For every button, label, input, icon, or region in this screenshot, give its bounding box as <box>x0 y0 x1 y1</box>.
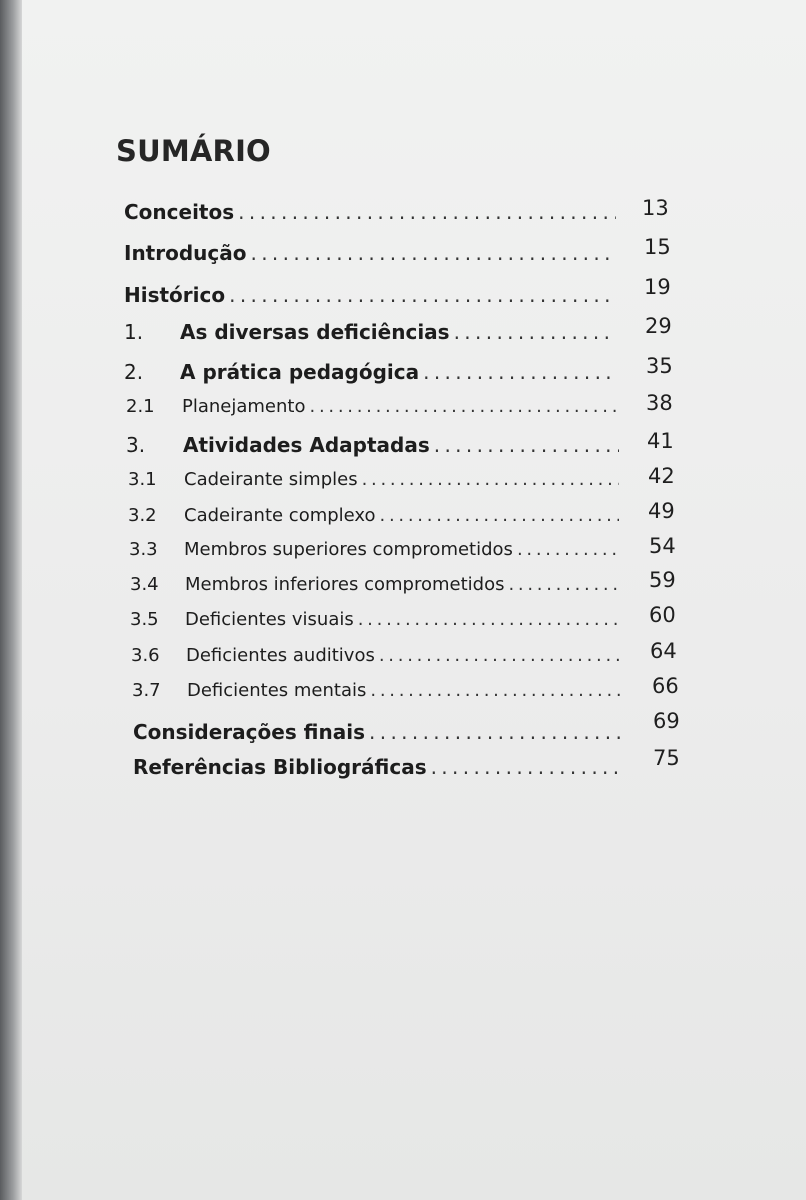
toc-entry-label: Considerações finais <box>133 720 366 744</box>
toc-entry <box>133 755 628 779</box>
toc-page-number: 75 <box>653 746 680 770</box>
dot-leader <box>238 200 616 224</box>
toc-entry <box>131 645 626 666</box>
toc-entry-label: Deficientes auditivos <box>186 645 375 666</box>
toc-page-number: 35 <box>646 354 673 378</box>
dot-leader <box>358 609 622 630</box>
dot-leader <box>431 755 624 779</box>
toc-page-number: 64 <box>650 639 677 663</box>
toc-entry-number: 3.6 <box>131 645 160 666</box>
toc-page-number: 38 <box>646 391 673 415</box>
toc-entry-number: 3.4 <box>130 574 159 595</box>
toc-entry <box>130 609 626 630</box>
toc-page-number: 54 <box>649 534 676 558</box>
toc-entry <box>128 505 623 526</box>
toc-entry-label: Histórico <box>124 283 226 307</box>
toc-entry-label: Referências Bibliográficas <box>133 755 427 779</box>
toc-page-number: 69 <box>653 709 680 733</box>
toc-entry-label: Deficientes visuais <box>185 609 354 630</box>
toc-entry-label: Planejamento <box>182 396 306 417</box>
toc-entry-label: Membros inferiores comprometidos <box>185 574 505 595</box>
toc-entry-label: Conceitos <box>124 200 235 224</box>
dot-leader <box>517 539 620 560</box>
toc-entry-number: 2. <box>124 360 144 384</box>
dot-leader <box>229 283 616 307</box>
toc-page-number: 41 <box>647 429 674 453</box>
toc-page-number: 19 <box>644 275 671 299</box>
dot-leader <box>380 505 619 526</box>
dot-leader <box>454 320 616 344</box>
toc-entry-label: Atividades Adaptadas <box>183 433 430 457</box>
dot-leader <box>508 574 621 595</box>
dot-leader <box>423 360 617 384</box>
book-page <box>22 0 806 1200</box>
toc-entry-label: Deficientes mentais <box>187 680 367 701</box>
dot-leader <box>362 469 619 490</box>
toc-entry <box>129 539 624 560</box>
dot-leader <box>434 433 619 457</box>
toc-page-number: 66 <box>652 674 679 698</box>
toc-entry <box>126 396 622 417</box>
toc-page-number: 59 <box>649 568 676 592</box>
toc-entry-label: As diversas deficiências <box>180 320 450 344</box>
toc-entry-number: 3. <box>126 433 146 457</box>
toc-entry-number: 2.1 <box>126 396 155 417</box>
dot-leader <box>370 680 623 701</box>
toc-entry <box>124 200 620 224</box>
toc-entry <box>124 360 621 384</box>
toc-entry <box>124 320 620 344</box>
book-spine-shadow <box>0 0 22 1200</box>
toc-page-number: 60 <box>649 603 676 627</box>
dot-leader <box>310 396 619 417</box>
toc-entry-label: A prática pedagógica <box>180 360 420 384</box>
toc-entry-label: Cadeirante complexo <box>184 505 376 526</box>
table-of-contents <box>22 0 806 1200</box>
toc-entry-number: 3.2 <box>128 505 157 526</box>
toc-page-number: 13 <box>642 196 669 220</box>
toc-entry <box>133 720 628 744</box>
toc-entry <box>130 574 625 595</box>
dot-leader <box>379 645 622 666</box>
toc-entry <box>128 469 623 490</box>
toc-entry-number: 3.3 <box>129 539 158 560</box>
toc-entry-label: Cadeirante simples <box>184 469 358 490</box>
toc-entry-number: 3.7 <box>132 680 161 701</box>
toc-page-number: 49 <box>648 499 675 523</box>
toc-entry-number: 1. <box>124 320 144 344</box>
toc-entry <box>132 680 627 701</box>
page-title: SUMÁRIO <box>116 134 271 168</box>
toc-page-number: 15 <box>644 235 671 259</box>
toc-entry <box>124 241 620 265</box>
toc-entry-number: 3.5 <box>130 609 159 630</box>
toc-entry <box>126 433 623 457</box>
dot-leader <box>369 720 624 744</box>
toc-entry <box>124 283 620 307</box>
toc-entry-label: Introdução <box>124 241 247 265</box>
toc-page-number: 29 <box>645 314 672 338</box>
toc-entry-number: 3.1 <box>128 469 157 490</box>
dot-leader <box>251 241 617 265</box>
toc-page-number: 42 <box>648 464 675 488</box>
toc-entry-label: Membros superiores comprometidos <box>184 539 513 560</box>
